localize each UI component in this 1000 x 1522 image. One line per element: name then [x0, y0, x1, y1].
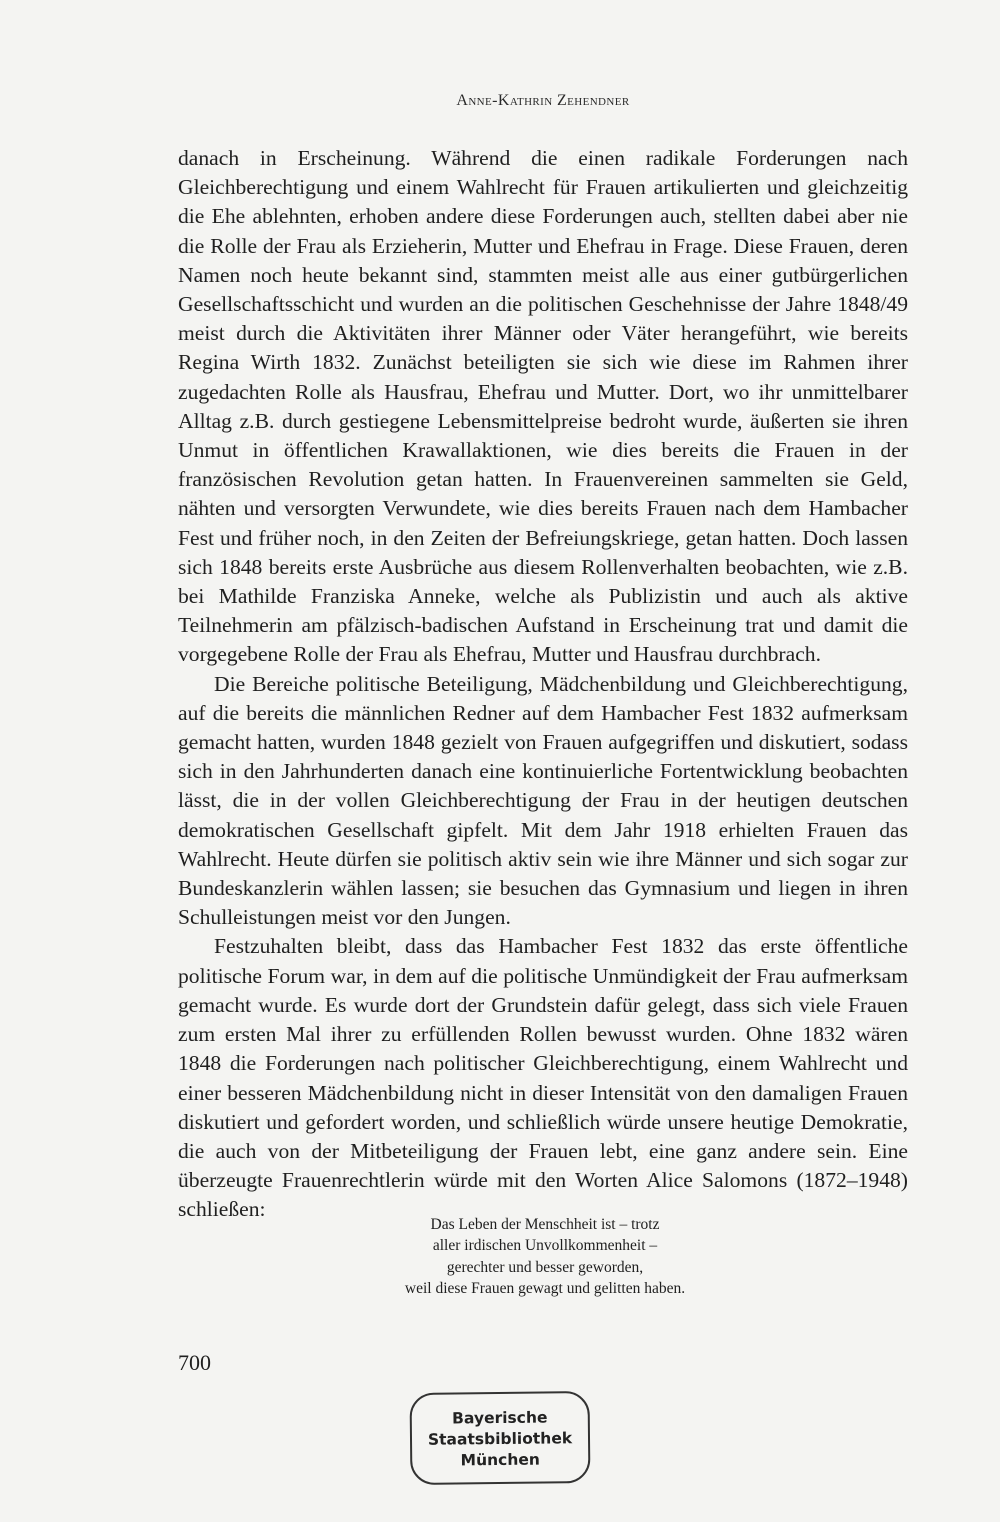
body-text	[178, 144, 908, 1225]
quote-line: aller irdischen Unvollkommenheit –	[432, 1237, 658, 1255]
running-head: Anne-Kathrin Zehendner	[456, 92, 630, 109]
stamp-line: Staatsbibliothek	[427, 1429, 573, 1449]
paragraph: Die Bereiche politische Beteiligung, Mädchenbildung und Gleichberechtigung, auf die bereits die männlichen Redner auf dem Hambacher Fest 1832 aufmerksam gemacht hatten, wurden 1848 gezielt von Frauen aufgegriffen und diskutiert, sodass sich in den Jahrhunderten danach eine kontinuierliche Fortentwicklung beobachten lässt, die in der vollen Gleichberechtigung der Frau in der heutigen deutschen demokratischen Gesellschaft gipfelt. Mit dem Jahr 1918 erhielten Frauen das Wahlrecht. Heute dürfen sie politisch aktiv sein wie ihre Männer und sich sogar zur Bundeskanzlerin wählen lassen; sie besuchen das Gymnasium und liegen in ihren Schulleistungen meist vor den Jungen.	[178, 671, 908, 930]
paragraph: Festzuhalten bleibt, dass das Hambacher Fest 1832 das erste öffentliche politische Forum war, in dem auf die politische Unmündigkeit der Frau aufmerksam gemacht wurde. Es wurde dort der Grundstein dafür gelegt, dass sich viele Frauen zum ersten Mal ihrer zu erfüllenden Rollen bewusst wurden. Ohne 1832 wären 1848 die Forderungen nach politischer Gleichberechtigung, einem Wahlrecht und einer besseren Mädchenbildung nicht in dieser Intensität von den damaligen Frauen diskutiert und gefordert worden, und schließlich würde unsere heutige Demokratie, die auch von der Mitbeteiligung der Frauen lebt, eine ganz andere sein. Eine überzeugte Frauenrechtlerin würde mit den Worten Alice Salomons (1872–1948) schließen:	[178, 934, 908, 1222]
paragraph: danach in Erscheinung. Während die einen radikale Forderungen nach Gleichberechtigung und einem Wahlrecht für Frauen artikulierten und gleichzeitig die Ehe ablehnten, erhoben andere diese Forderungen auch, stellten dabei aber nie die Rolle der Frau als Erzieherin, Mutter und Ehefrau in Frage. Diese Frauen, deren Namen noch heute bekannt sind, stammten meist alle aus einer gutbürgerlichen Gesellschaftsschicht und wurden an die politischen Geschehnisse der Jahre 1848/49 meist durch die Aktivitäten ihrer Männer oder Väter herangeführt, wie bereits Regina Wirth 1832. Zunächst beteiligten sie sich wie diese im Rahmen ihrer zugedachten Rolle als Hausfrau, Ehefrau und Mutter. Dort, wo ihr unmittelbarer Alltag z.B. durch gestiegene Lebensmittelpreise bedroht wurde, äußerten sie ihren Unmut in öffentlichen Krawallaktionen, wie dies bereits die Frauen in der französischen Revolution getan hatten. In Frauenvereinen sammelten sie Geld, nähten und versorgten Verwundete, wie dies bereits Frauen nach dem Hambacher Fest und früher noch, in den Zeiten der Befreiungskriege, getan hatten. Doch lassen sich 1848 bereits erste Ausbrüche aus diesem Rollenverhalten beobachten, wie z.B. bei Mathilde Franziska Anneke, welche als Publizistin und auch als aktive Teilnehmerin am pfälzisch-badischen Aufstand in Erscheinung trat und damit die vorgegebene Rolle der Frau als Ehefrau, Mutter und Hausfrau durchbrach.	[178, 146, 908, 667]
block-quote	[300, 1214, 790, 1299]
stamp-line: München	[460, 1450, 540, 1470]
quote-line: gerechter und besser geworden,	[446, 1258, 644, 1276]
quote-line: weil diese Frauen gewagt und gelitten haben.	[404, 1279, 686, 1297]
stamp-line: Bayerische	[452, 1408, 548, 1428]
quote-line: Das Leben der Menschheit ist – trotz	[430, 1216, 660, 1233]
page-number: 700	[178, 1350, 211, 1375]
library-stamp	[410, 1391, 591, 1485]
